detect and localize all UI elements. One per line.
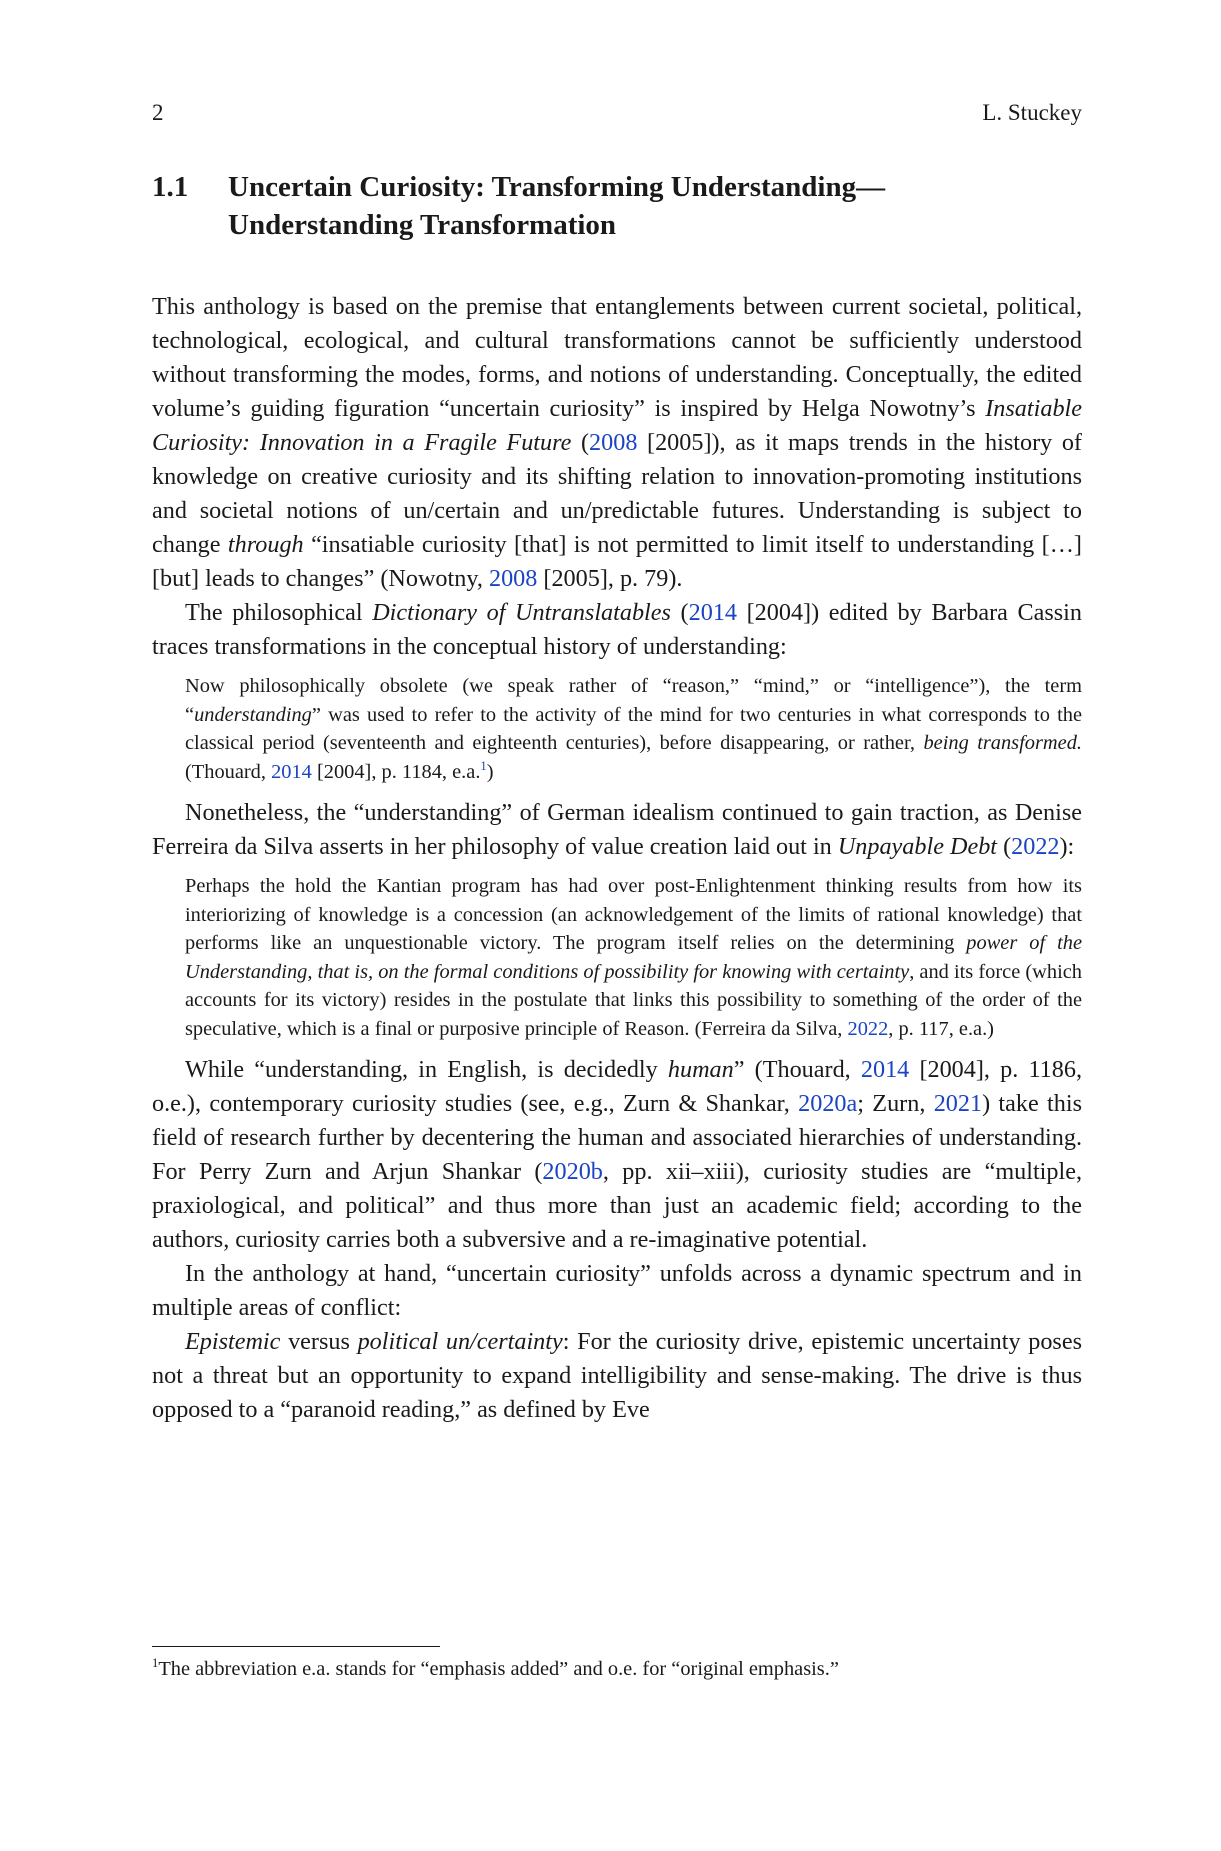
paragraph-6 <box>152 1325 1082 1427</box>
text-run: (Thouard, <box>185 760 272 783</box>
block-quote-1 <box>185 672 1082 786</box>
citation-link[interactable]: 2008 <box>589 429 638 456</box>
text-run: ( <box>997 833 1012 860</box>
book-title: Insatiable Curiosity: Innovation in a Fragile Future <box>152 395 1082 456</box>
text-run: versus <box>280 1328 358 1355</box>
paragraph-4 <box>152 1053 1082 1257</box>
text-run: ( <box>670 599 689 626</box>
citation-link[interactable]: 2014 <box>271 760 312 783</box>
paragraph-3 <box>152 796 1082 864</box>
text-run: , and its force (which accounts for its victory) resides in the postulate that links this possibility to something of the order of the speculative, which is a final or purposive principle of Reason. (Ferreira da Silva, <box>185 960 1082 1040</box>
citation-link[interactable]: 2020b <box>542 1158 603 1185</box>
text-run: Perhaps the hold the Kantian program has had over post-Enlightenment thinking results from how its interiorizing of knowledge is a concession (an acknowledgement of the limits of rational knowledge) that performs like an unquestionable victory. The program itself relies on the determining <box>185 875 1082 954</box>
text-run: [2005], p. 79). <box>537 565 683 592</box>
citation-link[interactable]: 2022 <box>847 1017 889 1040</box>
page-number: 2 <box>152 100 164 125</box>
book-title: Unpayable Debt <box>837 833 998 860</box>
text-run: ; Zurn, <box>857 1090 934 1117</box>
section-title-line-2: Understanding Transformation <box>228 209 617 241</box>
footnote <box>152 1655 1082 1683</box>
footnote-number: 1 <box>152 1656 159 1671</box>
paragraph-5 <box>152 1257 1082 1325</box>
citation-link[interactable]: 2008 <box>488 565 538 592</box>
footnote-divider <box>152 1646 440 1647</box>
section-number: 1.1 <box>152 171 189 203</box>
citation-link[interactable]: 2014 <box>860 1056 910 1083</box>
emphasis: power of the Understanding, that is, on the formal conditions of possibility for knowing with certainty <box>185 932 1082 983</box>
text-run: ) take this field of research further by decentering the human and associated hierarchies of understanding. For Perry Zurn and Arjun Shankar ( <box>152 1090 1082 1185</box>
footnote-marker-link[interactable]: 1 <box>480 758 487 773</box>
text-run: [2004], p. 1184, e.a. <box>311 760 481 783</box>
book-title: Dictionary of Untranslatables <box>372 599 671 626</box>
body-text <box>152 290 1082 1427</box>
emphasis: human <box>667 1056 734 1083</box>
text-run: , pp. xii–xiii), curiosity studies are “multiple, praxiological, and political” and thus more than just an academic field; according to the authors, curiosity carries both a subversive and a re-imaginative potential. <box>152 1158 1082 1253</box>
section-heading <box>152 168 1082 244</box>
citation-link[interactable]: 2021 <box>933 1090 983 1117</box>
emphasis: Epistemic <box>185 1328 281 1355</box>
text-run: The philosophical <box>185 599 373 626</box>
text-run: This anthology is based on the premise that entanglements between current societal, political, technological, ecological, and cultural transformations cannot be sufficiently understood without transforming the modes, forms, and notions of understanding. Conceptually, the edited volume’s guiding figuration “uncertain curiosity” is inspired by Helga Nowotny’s <box>152 293 1082 422</box>
emphasis: through <box>227 531 304 558</box>
paragraph-1 <box>152 290 1082 596</box>
text-run: [2005]), as it maps trends in the history of knowledge on creative curiosity and its shifting relation to innovation-promoting institutions and societal notions of un/certain and un/predictable futures. Understanding is subject to change <box>152 429 1082 558</box>
text-run: ” was used to refer to the activity of the mind for two centuries in what corresponds to the classical period (seventeenth and eighteenth centuries), before disappearing, or rather, <box>185 703 1082 754</box>
emphasis: political un/certainty <box>357 1328 563 1355</box>
citation-link[interactable]: 2014 <box>688 599 737 626</box>
text-run: Now philosophically obsolete (we speak rather of “reason,” “mind,” or “intelligence”), the term “ <box>185 675 1082 726</box>
text-run: [2004], p. 1186, o.e.), contemporary curiosity studies (see, e.g., Zurn & Shankar, <box>152 1056 1082 1117</box>
emphasis: understanding <box>194 703 312 726</box>
paragraph-2 <box>152 596 1082 664</box>
text-run: [2004]) edited by Barbara Cassin traces transformations in the conceptual history of understanding: <box>152 599 1082 660</box>
running-head <box>152 100 1082 130</box>
citation-link[interactable]: 2020a <box>798 1090 858 1117</box>
text-run: In the anthology at hand, “uncertain curiosity” unfolds across a dynamic spectrum and in multiple areas of conflict: <box>152 1260 1082 1321</box>
text-run: ) <box>486 760 494 783</box>
text-run: ( <box>571 429 590 456</box>
emphasis: being transformed. <box>923 732 1082 754</box>
text-run: : For the curiosity drive, epistemic uncertainty poses not a threat but an opportunity to expand intelligibility and sense-making. The drive is thus opposed to a “paranoid reading,” as defined by Eve <box>152 1328 1082 1423</box>
text-run: “insatiable curiosity [that] is not permitted to limit itself to understanding […] [but] leads to changes” (Nowotny, <box>152 531 1082 592</box>
block-quote-2 <box>185 872 1082 1043</box>
text-run: , p. 117, e.a.) <box>888 1017 994 1040</box>
footnote-text: The abbreviation e.a. stands for “emphasis added” and o.e. for “original emphasis.” <box>158 1658 839 1680</box>
text-run: ): <box>1059 833 1075 860</box>
citation-link[interactable]: 2022 <box>1011 833 1060 860</box>
running-head-author: L. Stuckey <box>982 100 1082 125</box>
text-run: While “understanding, in English, is decidedly <box>185 1056 668 1083</box>
text-run: ” (Thouard, <box>733 1056 861 1083</box>
section-title-line-1: Uncertain Curiosity: Transforming Understanding— <box>228 171 886 203</box>
text-run: Nonetheless, the “understanding” of German idealism continued to gain traction, as Denise Ferreira da Silva asserts in her philosophy of value creation laid out in <box>152 799 1082 860</box>
